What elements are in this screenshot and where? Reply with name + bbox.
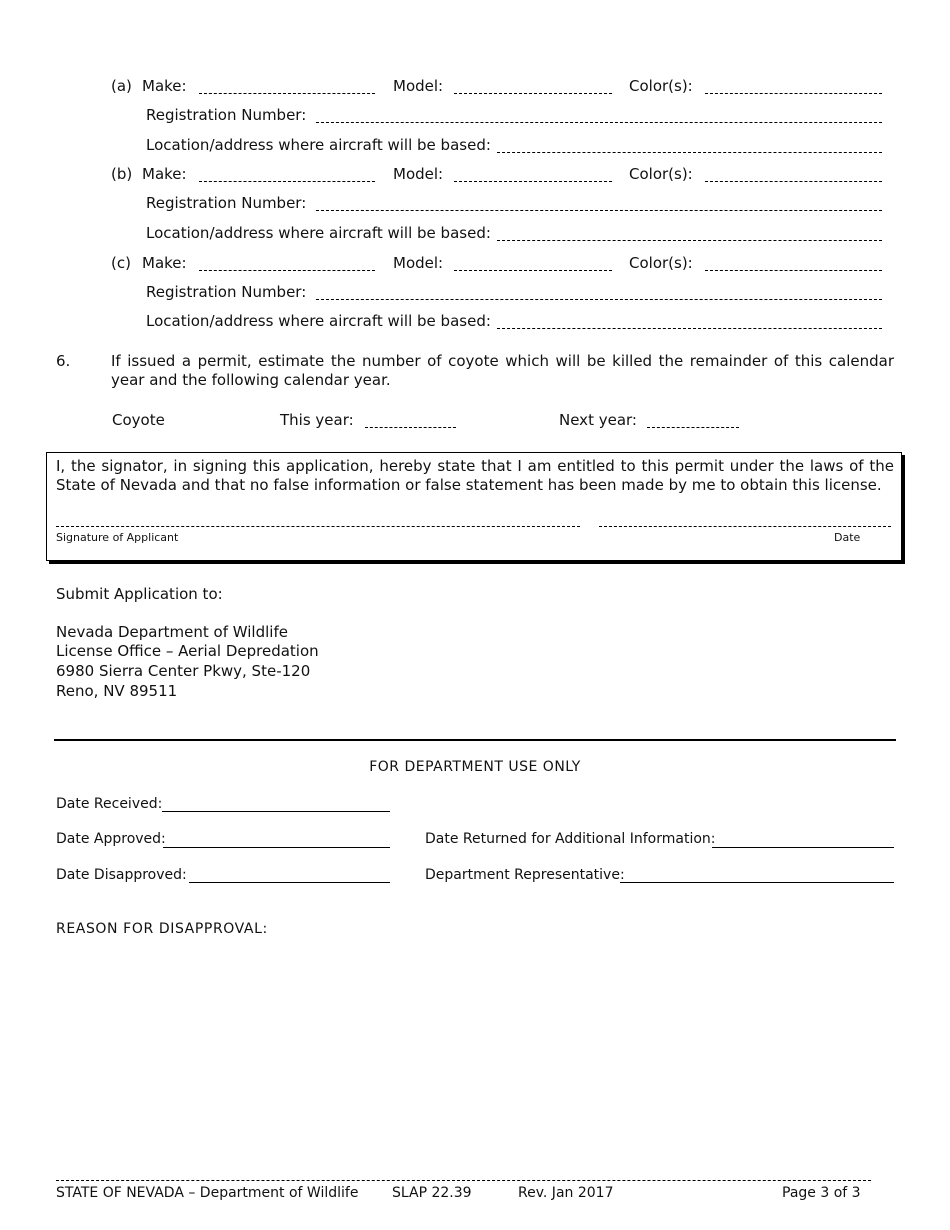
this-year-field[interactable] xyxy=(365,411,456,428)
submit-heading: Submit Application to: xyxy=(56,585,223,603)
declaration-text: I, the signator, in signing this application, hereby state that I am entitled to this permit under the laws of the State of Nevada and that no false information or false statement has been made by me to obtain this license. xyxy=(56,457,894,494)
model-field[interactable] xyxy=(454,77,612,94)
section-divider xyxy=(54,739,896,741)
color-field[interactable] xyxy=(705,165,882,182)
location-label: Location/address where aircraft will be based: xyxy=(146,312,491,330)
date-received-label: Date Received: xyxy=(56,796,163,812)
aircraft-letter: (b) xyxy=(111,165,133,183)
model-label: Model: xyxy=(393,77,444,95)
registration-label: Registration Number: xyxy=(146,194,307,212)
date-approved-field[interactable] xyxy=(163,831,390,848)
address-line: Reno, NV 89511 xyxy=(56,682,178,700)
representative-field[interactable] xyxy=(620,867,894,883)
footer-revision: Rev. Jan 2017 xyxy=(518,1185,614,1201)
aircraft-letter: (c) xyxy=(111,254,131,272)
reason-label: REASON FOR DISAPPROVAL: xyxy=(56,921,268,937)
declaration-box xyxy=(46,452,902,561)
location-field[interactable] xyxy=(497,136,882,153)
next-year-label: Next year: xyxy=(559,411,637,429)
color-field[interactable] xyxy=(705,254,882,271)
date-returned-field[interactable] xyxy=(712,831,894,848)
aircraft-letter: (a) xyxy=(111,77,132,95)
registration-label: Registration Number: xyxy=(146,283,307,301)
date-disapproved-label: Date Disapproved: xyxy=(56,867,187,883)
make-field[interactable] xyxy=(199,77,375,94)
date-field[interactable] xyxy=(599,512,891,527)
location-field[interactable] xyxy=(497,224,882,241)
make-label: Make: xyxy=(142,254,187,272)
this-year-label: This year: xyxy=(280,411,354,429)
location-field[interactable] xyxy=(497,312,882,329)
address-line: License Office – Aerial Depredation xyxy=(56,642,319,660)
question-number: 6. xyxy=(56,352,71,370)
department-heading: FOR DEPARTMENT USE ONLY xyxy=(369,759,581,775)
model-label: Model: xyxy=(393,165,444,183)
date-label: Date xyxy=(834,531,861,544)
date-received-field[interactable] xyxy=(162,796,390,812)
next-year-field[interactable] xyxy=(647,411,739,428)
footer-page-number: Page 3 of 3 xyxy=(782,1185,861,1201)
make-field[interactable] xyxy=(199,254,375,271)
location-label: Location/address where aircraft will be based: xyxy=(146,224,491,242)
registration-field[interactable] xyxy=(316,106,882,123)
make-label: Make: xyxy=(142,77,187,95)
registration-label: Registration Number: xyxy=(146,106,307,124)
location-label: Location/address where aircraft will be based: xyxy=(146,136,491,154)
address-line: Nevada Department of Wildlife xyxy=(56,623,288,641)
color-label: Color(s): xyxy=(629,77,693,95)
footer-agency: STATE OF NEVADA – Department of Wildlife xyxy=(56,1185,359,1201)
model-label: Model: xyxy=(393,254,444,272)
registration-field[interactable] xyxy=(316,194,882,211)
footer-form-number: SLAP 22.39 xyxy=(392,1185,472,1201)
footer-rule xyxy=(56,1172,871,1181)
color-field[interactable] xyxy=(705,77,882,94)
model-field[interactable] xyxy=(454,165,612,182)
date-approved-label: Date Approved: xyxy=(56,831,166,847)
make-field[interactable] xyxy=(199,165,375,182)
species-label: Coyote xyxy=(112,411,165,429)
make-label: Make: xyxy=(142,165,187,183)
signature-label: Signature of Applicant xyxy=(56,531,179,544)
color-label: Color(s): xyxy=(629,254,693,272)
date-returned-label: Date Returned for Additional Information: xyxy=(425,831,716,847)
address-line: 6980 Sierra Center Pkwy, Ste-120 xyxy=(56,662,311,680)
registration-field[interactable] xyxy=(316,283,882,300)
question-text: If issued a permit, estimate the number of coyote which will be killed the remainder of this calendar year and the following calendar year. xyxy=(111,352,894,389)
model-field[interactable] xyxy=(454,254,612,271)
signature-field[interactable] xyxy=(56,512,580,527)
date-disapproved-field[interactable] xyxy=(189,867,390,883)
representative-label: Department Representative: xyxy=(425,867,625,883)
color-label: Color(s): xyxy=(629,165,693,183)
